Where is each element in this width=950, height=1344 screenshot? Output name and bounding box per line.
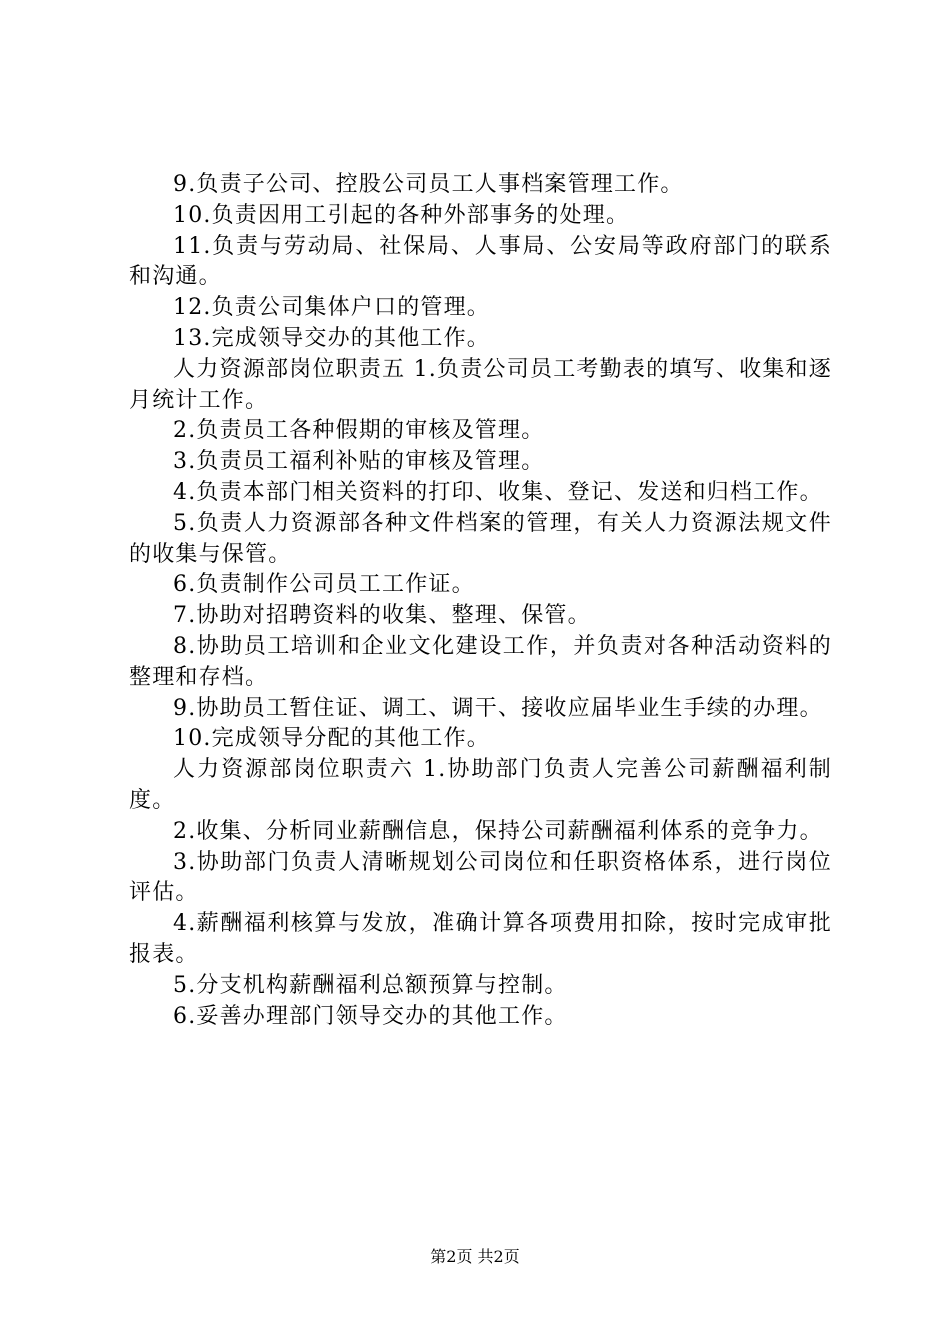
paragraph: 12.负责公司集体户口的管理。 [173, 295, 490, 321]
paragraph: 2.负责员工各种假期的审核及管理。 [173, 418, 545, 444]
paragraph: 5.分支机构薪酬福利总额预算与控制。 [173, 972, 568, 998]
paragraph: 6.妥善办理部门领导交办的其他工作。 [173, 1003, 568, 1029]
paragraph: 3.协助部门负责人清晰规划公司岗位和任职资格体系，进行岗位评估。 [129, 849, 832, 906]
paragraph: 人力资源部岗位职责五 1.负责公司员工考勤表的填写、收集和逐月统计工作。 [129, 356, 832, 413]
paragraph: 人力资源部岗位职责六 1.协助部门负责人完善公司薪酬福利制度。 [129, 757, 832, 813]
paragraph: 6.负责制作公司员工工作证。 [173, 572, 475, 598]
paragraph: 13.完成领导交办的其他工作。 [173, 325, 490, 351]
paragraph: 4.负责本部门相关资料的打印、收集、登记、发送和归档工作。 [173, 479, 823, 505]
paragraph: 10.完成领导分配的其他工作。 [173, 726, 490, 752]
paragraph: 2.收集、分析同业薪酬信息，保持公司薪酬福利体系的竞争力。 [173, 818, 823, 844]
paragraph: 3.负责员工福利补贴的审核及管理。 [173, 449, 545, 475]
paragraph: 8.协助员工培训和企业文化建设工作，并负责对各种活动资料的整理和存档。 [129, 633, 832, 690]
document-body [129, 170, 832, 1032]
paragraph: 4.薪酬福利核算与发放，准确计算各项费用扣除，按时完成审批报表。 [129, 911, 832, 967]
paragraph: 9.负责子公司、控股公司员工人事档案管理工作。 [173, 172, 684, 197]
paragraph: 11.负责与劳动局、社保局、人事局、公安局等政府部门的联系和沟通。 [129, 233, 832, 290]
page-footer: 第2页 共2页 [430, 1247, 520, 1266]
paragraph: 9.协助员工暂住证、调工、调干、接收应届毕业生手续的办理。 [173, 695, 823, 721]
paragraph: 5.负责人力资源部各种文件档案的管理，有关人力资源法规文件的收集与保管。 [129, 510, 832, 567]
paragraph: 7.协助对招聘资料的收集、整理、保管。 [173, 603, 591, 629]
paragraph: 10.负责因用工引起的各种外部事务的处理。 [173, 202, 630, 228]
